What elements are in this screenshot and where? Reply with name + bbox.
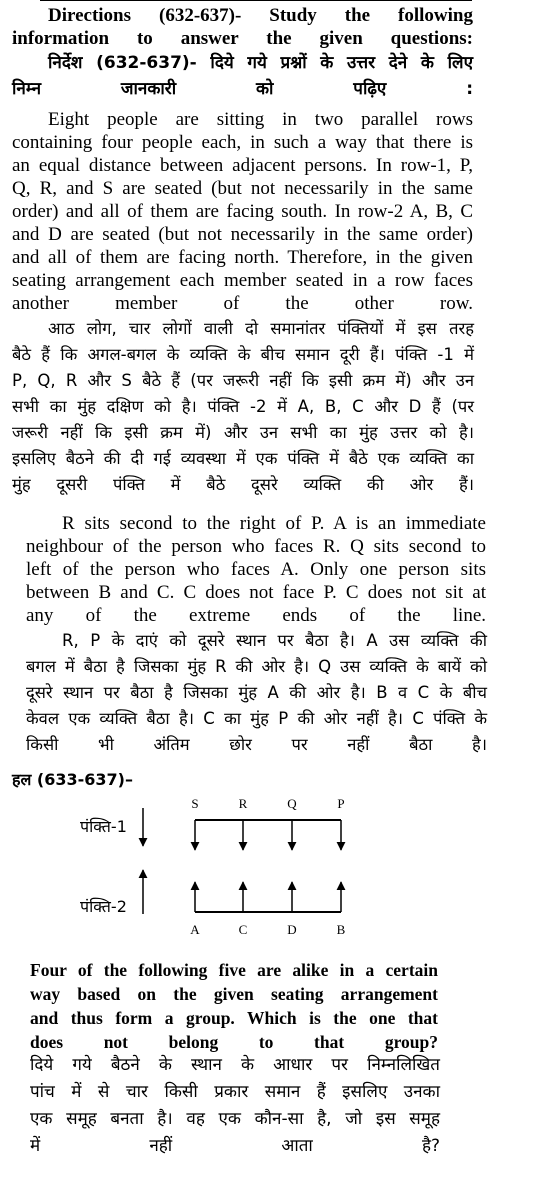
question-en-line-4: does not belong to that group? [30,1032,438,1052]
passage-en-line-1: Eight people are sitting in two parallel rows [48,109,473,130]
question-hi-line-1: दिये गये बैठने के स्थान के आधार पर निम्नलिखित [30,1055,440,1075]
directions-hi-line-1: निर्देश (632-637)- दिये गये प्रश्नों के उत्तर देने के लिए [48,53,473,73]
row2-person-c: C [238,922,248,937]
clues-hi-line-1: R, P के दाएं को दूसरे स्थान पर बैठा है। A उस व्यक्ति की [62,631,487,650]
passage-en-line-2: containing four people each, in such a way that there is [12,132,473,153]
passage-hi [12,316,474,498]
clues-hi-line-2: बगल में बैठा है जिसका मुंह R की ओर है। Q उस व्यक्ति के बायें को [26,657,487,676]
row2-person-a: A [190,922,200,937]
passage-hi-line-7: मुंह दूसरी पंक्ति में बैठे दूसरे व्यक्ति की ओर हैं। [12,475,474,494]
row2-group [190,882,345,937]
row1-person-s: S [191,796,199,811]
passage-en-line-6: and D are seated (but not necessarily in the same order) [12,224,473,245]
row1-person-p: P [337,796,345,811]
passage-en-line-9: another member of the other row. [12,293,473,314]
clues-hi [26,628,487,758]
clues-hi-line-3: दूसरे स्थान पर बैठा है जिसका मुंह A की ओर है। B व C के बीच [26,683,487,702]
row1-label: पंक्ति-1 [80,817,127,836]
passage-en-line-4: Q, R, and S are seated (but not necessarily in the same [12,178,473,199]
question-en [30,958,438,1054]
row1-person-r: R [238,796,248,811]
directions-en [12,4,473,50]
question-hi-line-3: एक समूह बनता है। वह एक कौन-सा है, जो इस समूह [30,1109,440,1129]
passage-hi-line-2: बैठे हैं कि अगल-बगल के व्यक्ति के बीच समान दूरी हैं। पंक्ति -1 में [12,345,474,364]
clues-en-line-2: neighbour of the person who faces R. Q sits second to [26,536,486,557]
top-rule [40,0,472,1]
clues-en-line-1: R sits second to the right of P. A is an immediate [62,513,486,534]
row2-label: पंक्ति-2 [80,897,127,916]
clues-en [26,512,486,627]
passage-hi-line-1: आठ लोग, चार लोगों वाली दो समानांतर पंक्तियों में इस तरह [48,319,474,338]
directions-en-line-1: Directions (632-637)- Study the following [48,5,473,26]
passage-hi-line-3: P, Q, R और S बैठे हैं (पर जरूरी नहीं कि इसी क्रम में) और उन [12,371,474,390]
question-en-line-3: and thus form a group. Which is the one that [30,1008,438,1028]
question-en-line-2: way based on the given seating arrangement [30,984,438,1004]
row1-person-q: Q [287,796,297,811]
passage-en-line-5: order) and all of them are facing south. In row-2 A, B, C [12,201,473,222]
question-hi-line-4: में नहीं आता है? [30,1136,440,1156]
passage-en-line-8: seating arrangement each member seated in a row faces [12,270,473,291]
solution-heading: हल (633-637)– [12,770,133,789]
clues-hi-line-5: किसी भी अंतिम छोर पर नहीं बैठा है। [26,735,487,754]
clues-en-line-4: between B and C. C does not face P. C does not sit at [26,582,486,603]
passage-en-line-3: an equal distance between adjacent persons. In row-1, P, [12,155,473,176]
passage-en-line-7: and all of them are facing north. Therefore, in the given [12,247,473,268]
passage-en [12,108,473,315]
clues-hi-line-4: केवल एक व्यक्ति बैठा है। C का मुंह P की ओर नहीं है। C पंक्ति के [26,709,487,728]
question-en-line-1: Four of the following five are alike in a certain [30,960,438,980]
question-hi-line-2: पांच में से चार किसी प्रकार समान हैं इसलिए उनका [30,1082,440,1102]
passage-hi-line-4: सभी का मुंह दक्षिण को है। पंक्ति -2 में A, B, C और D हैं (पर [12,397,474,416]
seating-diagram [0,790,553,960]
passage-hi-line-5: जरूरी नहीं कि इसी क्रम में) और उन सभी का मुंह उत्तर को है। [12,423,474,442]
directions-en-line-2: information to answer the given questions: [12,28,473,49]
clues-en-line-5: any of the extreme ends of the line. [26,605,486,626]
clues-en-line-3: left of the person who faces A. Only one person sits [26,559,486,580]
row1-group [191,796,344,850]
directions-hi [12,50,473,102]
row2-person-b: B [336,922,346,937]
directions-hi-line-2: निम्न जानकारी को पढ़िए : [12,79,473,99]
passage-hi-line-6: इसलिए बैठने की दी गई व्यवस्था में एक पंक्ति में बैठे एक व्यक्ति का [12,449,474,468]
question-hi [30,1052,440,1160]
row2-person-d: D [287,922,297,937]
